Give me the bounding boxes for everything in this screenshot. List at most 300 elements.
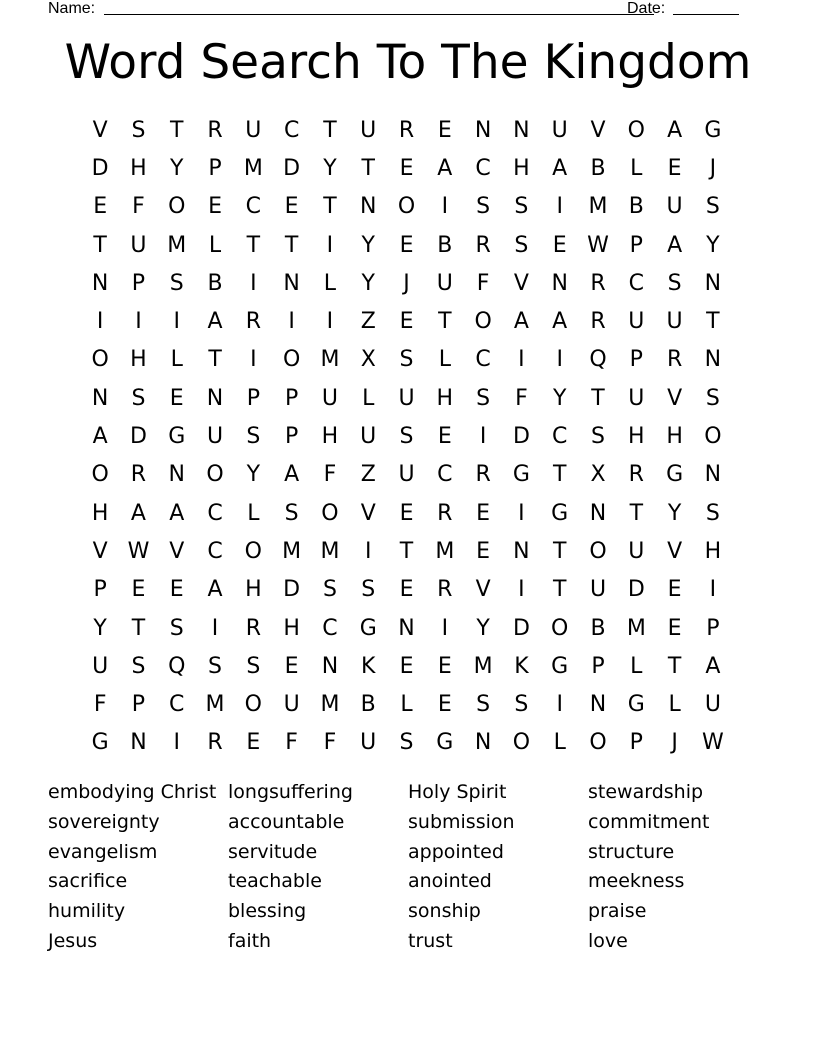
grid-letter[interactable]: U — [628, 309, 645, 335]
grid-letter[interactable]: V — [169, 538, 185, 564]
grid-letter[interactable]: E — [208, 194, 222, 220]
grid-letter[interactable]: P — [629, 347, 643, 373]
grid-letter[interactable]: P — [629, 232, 643, 258]
grid-letter[interactable]: H — [704, 538, 722, 564]
grid-letter[interactable]: W — [702, 730, 724, 756]
grid-letter[interactable]: Y — [476, 615, 490, 641]
grid-letter[interactable]: N — [551, 270, 568, 296]
grid-letter[interactable]: P — [131, 692, 146, 718]
grid-letter[interactable]: T — [93, 232, 107, 258]
grid-letter[interactable]: C — [475, 347, 491, 373]
grid-letter[interactable]: D — [512, 615, 530, 641]
grid-letter[interactable]: U — [360, 424, 377, 450]
grid-letter[interactable]: V — [360, 500, 376, 526]
grid-letter[interactable]: T — [706, 309, 720, 335]
grid-letter[interactable]: D — [91, 155, 109, 181]
grid-letter[interactable]: E — [667, 615, 682, 641]
grid-letter[interactable]: N — [589, 692, 607, 718]
grid-letter[interactable]: N — [206, 385, 224, 411]
grid-letter[interactable]: S — [322, 577, 337, 603]
grid-letter[interactable]: E — [476, 538, 491, 564]
grid-letter[interactable]: S — [514, 194, 529, 220]
grid-letter[interactable]: S — [514, 692, 529, 718]
grid-letter[interactable]: E — [667, 577, 682, 603]
grid-letter[interactable]: A — [207, 577, 223, 603]
grid-letter[interactable]: I — [518, 500, 525, 526]
grid-letter[interactable]: Y — [706, 232, 720, 258]
grid-letter[interactable]: G — [91, 730, 109, 756]
grid-letter[interactable]: G — [512, 462, 530, 488]
grid-letter[interactable]: O — [589, 730, 607, 756]
grid-letter[interactable]: O — [512, 730, 531, 756]
grid-letter[interactable]: E — [437, 692, 452, 718]
grid-letter[interactable]: T — [552, 538, 567, 564]
grid-letter[interactable]: C — [245, 194, 262, 220]
grid-letter[interactable]: O — [91, 462, 109, 488]
grid-letter[interactable]: S — [476, 385, 491, 411]
grid-letter[interactable]: M — [473, 653, 493, 679]
grid-letter[interactable]: R — [475, 462, 491, 488]
grid-letter[interactable]: F — [323, 462, 337, 488]
grid-letter[interactable]: N — [398, 615, 415, 641]
grid-letter[interactable]: N — [704, 270, 722, 296]
grid-letter[interactable]: E — [399, 577, 414, 603]
grid-letter[interactable]: E — [399, 232, 414, 258]
grid-letter[interactable]: L — [630, 653, 643, 679]
grid-letter[interactable]: I — [479, 424, 487, 450]
grid-letter[interactable]: P — [131, 270, 146, 296]
grid-letter[interactable]: B — [590, 155, 606, 181]
grid-letter[interactable]: Z — [360, 309, 376, 335]
grid-letter[interactable]: V — [667, 385, 683, 411]
grid-letter[interactable]: I — [96, 309, 104, 335]
grid-letter[interactable]: O — [91, 347, 109, 373]
grid-letter[interactable]: I — [441, 615, 449, 641]
grid-letter[interactable]: I — [364, 538, 372, 564]
grid-letter[interactable]: M — [588, 194, 608, 220]
grid-letter[interactable]: U — [666, 309, 683, 335]
grid-letter[interactable]: M — [282, 538, 302, 564]
grid-letter[interactable]: S — [476, 194, 491, 220]
grid-letter[interactable]: U — [398, 462, 415, 488]
word-list-item: blessing — [228, 900, 307, 923]
grid-letter[interactable]: Q — [589, 347, 607, 373]
grid-letter[interactable]: C — [628, 270, 644, 296]
grid-letter[interactable]: E — [399, 500, 414, 526]
grid-letter[interactable]: S — [131, 653, 146, 679]
grid-letter[interactable]: L — [668, 692, 681, 718]
grid-letter[interactable]: C — [475, 155, 491, 181]
grid-letter[interactable]: L — [247, 500, 260, 526]
grid-letter[interactable]: M — [243, 155, 263, 181]
grid-letter[interactable]: A — [207, 309, 223, 335]
grid-letter[interactable]: I — [250, 347, 257, 373]
grid-letter[interactable]: I — [441, 194, 449, 220]
grid-letter[interactable]: R — [398, 117, 415, 143]
grid-letter[interactable]: F — [515, 385, 528, 411]
grid-letter[interactable]: I — [556, 692, 563, 718]
grid-letter[interactable]: C — [207, 500, 223, 526]
grid-letter[interactable]: O — [206, 462, 224, 488]
word-list-item: praise — [588, 900, 647, 923]
grid-letter[interactable]: P — [208, 155, 222, 181]
grid-letter[interactable]: S — [131, 117, 146, 143]
grid-letter[interactable]: S — [705, 385, 720, 411]
grid-letter[interactable]: O — [168, 194, 186, 220]
grid-letter[interactable]: F — [476, 270, 490, 296]
grid-letter[interactable]: N — [91, 270, 109, 296]
grid-letter[interactable]: S — [705, 194, 720, 220]
grid-letter[interactable]: E — [437, 653, 452, 679]
grid-letter[interactable]: U — [628, 538, 645, 564]
grid-letter[interactable]: J — [709, 155, 717, 181]
grid-letter[interactable]: S — [246, 424, 261, 450]
grid-letter[interactable]: M — [626, 615, 646, 641]
grid-letter[interactable]: N — [359, 194, 377, 220]
grid-letter[interactable]: N — [321, 653, 339, 679]
grid-letter[interactable]: T — [591, 385, 605, 411]
grid-letter[interactable]: P — [629, 730, 643, 756]
grid-letter[interactable]: L — [362, 385, 375, 411]
grid-letter[interactable]: O — [244, 692, 262, 718]
grid-letter[interactable]: S — [399, 730, 414, 756]
grid-letter[interactable]: E — [284, 194, 299, 220]
grid-letter[interactable]: V — [475, 577, 491, 603]
grid-letter[interactable]: U — [436, 270, 453, 296]
grid-letter[interactable]: R — [628, 462, 644, 488]
grid-letter[interactable]: E — [476, 500, 491, 526]
grid-letter[interactable]: T — [208, 347, 222, 373]
grid-letter[interactable]: N — [168, 462, 185, 488]
grid-letter[interactable]: S — [476, 692, 491, 718]
grid-letter[interactable]: O — [244, 538, 262, 564]
grid-letter[interactable]: E — [437, 117, 452, 143]
grid-letter[interactable]: Y — [323, 155, 337, 181]
word-list-item: love — [588, 929, 628, 952]
grid-letter[interactable]: O — [627, 117, 645, 143]
word-list — [48, 778, 768, 957]
grid-letter[interactable]: L — [323, 270, 337, 296]
grid-letter[interactable]: S — [169, 270, 184, 296]
word-list-item: sacrifice — [48, 870, 128, 893]
grid-letter[interactable]: L — [208, 232, 222, 258]
grid-letter[interactable]: T — [399, 538, 414, 564]
grid-letter[interactable]: S — [514, 232, 529, 258]
grid-letter[interactable]: O — [589, 538, 607, 564]
grid-letter[interactable]: S — [208, 653, 223, 679]
grid-letter[interactable]: N — [283, 270, 300, 296]
grid-letter[interactable]: I — [250, 270, 257, 296]
grid-letter[interactable]: S — [246, 653, 261, 679]
grid-letter[interactable]: G — [359, 615, 377, 641]
name-blank-line[interactable] — [104, 14, 654, 15]
grid-letter[interactable]: Y — [667, 500, 682, 526]
grid-letter[interactable]: H — [245, 577, 262, 603]
grid-letter[interactable]: C — [169, 692, 185, 718]
grid-letter[interactable]: V — [92, 538, 108, 564]
grid-letter[interactable]: R — [130, 462, 147, 488]
grid-letter[interactable]: U — [321, 385, 338, 411]
grid-letter[interactable]: G — [551, 500, 569, 526]
grid-letter[interactable]: G — [704, 117, 722, 143]
grid-letter[interactable]: T — [131, 615, 146, 641]
grid-letter[interactable]: W — [587, 232, 609, 258]
grid-letter[interactable]: S — [284, 500, 299, 526]
grid-letter[interactable]: S — [399, 424, 414, 450]
grid-letter[interactable]: M — [167, 232, 187, 258]
grid-letter[interactable]: U — [360, 117, 377, 143]
grid-letter[interactable]: D — [627, 577, 645, 603]
grid-letter[interactable]: U — [360, 730, 377, 756]
grid-letter[interactable]: D — [512, 424, 530, 450]
grid-letter[interactable]: T — [246, 232, 261, 258]
grid-letter[interactable]: H — [666, 424, 683, 450]
grid-letter[interactable]: N — [513, 538, 530, 564]
grid-letter[interactable]: A — [552, 155, 568, 181]
grid-letter[interactable]: T — [361, 155, 375, 181]
grid-letter[interactable]: H — [436, 385, 454, 411]
grid-letter[interactable]: U — [283, 692, 300, 718]
grid-letter[interactable]: U — [666, 194, 683, 220]
grid-letter[interactable]: T — [667, 653, 682, 679]
grid-letter[interactable]: Y — [361, 232, 375, 258]
grid-letter[interactable]: H — [130, 155, 147, 181]
grid-letter[interactable]: R — [245, 615, 261, 641]
grid-letter[interactable]: I — [326, 232, 334, 258]
grid-letter[interactable]: E — [437, 424, 452, 450]
grid-letter[interactable]: Y — [361, 270, 375, 296]
grid-letter[interactable]: N — [474, 730, 492, 756]
grid-letter[interactable]: E — [169, 385, 184, 411]
grid-letter[interactable]: Y — [170, 155, 184, 181]
grid-letter[interactable]: U — [589, 577, 607, 603]
grid-letter[interactable]: M — [435, 538, 455, 564]
grid-letter[interactable]: E — [246, 730, 261, 756]
grid-letter[interactable]: R — [207, 730, 223, 756]
grid-letter[interactable]: T — [323, 117, 337, 143]
grid-letter[interactable]: C — [552, 424, 568, 450]
grid-letter[interactable]: J — [403, 270, 410, 296]
grid-letter[interactable]: P — [591, 653, 605, 679]
word-list-item: sonship — [408, 900, 481, 923]
grid-letter[interactable]: I — [556, 347, 563, 373]
grid-letter[interactable]: A — [284, 462, 300, 488]
grid-letter[interactable]: O — [474, 309, 492, 335]
grid-letter[interactable]: F — [93, 692, 107, 718]
grid-letter[interactable]: S — [169, 615, 184, 641]
grid-letter[interactable]: V — [92, 117, 108, 143]
grid-letter[interactable]: U — [398, 385, 415, 411]
grid-letter[interactable]: U — [130, 232, 147, 258]
grid-letter[interactable]: S — [399, 347, 414, 373]
grid-letter[interactable]: N — [91, 385, 109, 411]
grid-letter[interactable]: I — [709, 577, 717, 603]
grid-letter[interactable]: J — [671, 730, 678, 756]
grid-letter[interactable]: P — [284, 424, 299, 450]
grid-letter[interactable]: O — [321, 500, 339, 526]
grid-letter[interactable]: H — [513, 155, 530, 181]
grid-letter[interactable]: F — [132, 194, 145, 220]
grid-letter[interactable]: K — [514, 653, 529, 679]
grid-letter[interactable]: O — [551, 615, 569, 641]
grid-letter[interactable]: G — [436, 730, 454, 756]
grid-letter[interactable]: P — [284, 385, 299, 411]
grid-letter[interactable]: G — [666, 462, 684, 488]
grid-letter[interactable]: T — [323, 194, 337, 220]
grid-letter[interactable]: Y — [93, 615, 107, 641]
grid-letter[interactable]: R — [475, 232, 491, 258]
grid-letter[interactable]: C — [283, 117, 300, 143]
grid-letter[interactable]: R — [590, 309, 606, 335]
grid-letter[interactable]: G — [627, 692, 645, 718]
grid-letter[interactable]: T — [284, 232, 299, 258]
grid-letter[interactable]: R — [437, 577, 453, 603]
grid-letter[interactable]: T — [170, 117, 184, 143]
grid-letter[interactable]: S — [131, 385, 146, 411]
grid-letter[interactable]: T — [438, 309, 452, 335]
word-list-item: embodying Christ — [48, 781, 217, 803]
grid-letter[interactable]: Y — [552, 385, 567, 411]
grid-letter[interactable]: E — [552, 232, 567, 258]
grid-letter[interactable]: N — [513, 117, 530, 143]
page-title: Word Search To The Kingdom — [64, 35, 752, 90]
grid-letter[interactable]: R — [207, 117, 223, 143]
grid-letter[interactable]: B — [360, 692, 376, 718]
grid-letter[interactable]: H — [91, 500, 109, 526]
grid-letter[interactable]: D — [283, 155, 301, 181]
grid-letter[interactable]: N — [589, 500, 607, 526]
grid-letter[interactable]: H — [130, 347, 147, 373]
grid-letter[interactable]: A — [169, 500, 185, 526]
word-list-item: anointed — [408, 870, 492, 893]
grid-letter[interactable]: N — [704, 347, 722, 373]
grid-letter[interactable]: M — [320, 692, 340, 718]
grid-letter[interactable]: S — [667, 270, 682, 296]
grid-letter[interactable]: I — [326, 309, 334, 335]
grid-letter[interactable]: V — [590, 117, 606, 143]
grid-letter[interactable]: P — [706, 615, 720, 641]
grid-letter[interactable]: I — [288, 309, 295, 335]
date-blank-line[interactable] — [673, 14, 739, 15]
grid-letter[interactable]: E — [284, 653, 299, 679]
grid-letter[interactable]: C — [322, 615, 338, 641]
grid-letter[interactable]: C — [437, 462, 453, 488]
grid-letter[interactable]: F — [323, 730, 337, 756]
grid-letter[interactable]: A — [667, 117, 683, 143]
grid-letter[interactable]: E — [131, 577, 146, 603]
grid-letter[interactable]: Q — [168, 653, 186, 679]
grid-letter[interactable]: R — [590, 270, 606, 296]
grid-letter[interactable]: R — [245, 309, 261, 335]
grid-letter[interactable]: E — [399, 155, 414, 181]
grid-letter[interactable]: I — [556, 194, 563, 220]
grid-letter[interactable]: U — [92, 653, 109, 679]
grid-letter[interactable]: K — [361, 653, 376, 679]
grid-letter[interactable]: U — [704, 692, 721, 718]
grid-letter[interactable]: F — [285, 730, 298, 756]
grid-letter[interactable]: E — [399, 309, 414, 335]
grid-letter[interactable]: V — [513, 270, 529, 296]
grid-letter[interactable]: E — [667, 155, 682, 181]
grid-letter[interactable]: M — [205, 692, 225, 718]
grid-letter[interactable]: I — [173, 309, 180, 335]
grid-letter[interactable]: P — [93, 577, 107, 603]
grid-letter[interactable]: E — [169, 577, 184, 603]
grid-letter[interactable]: X — [360, 347, 376, 373]
grid-letter[interactable]: A — [667, 232, 683, 258]
grid-letter[interactable]: M — [320, 347, 340, 373]
grid-letter[interactable]: I — [518, 577, 525, 603]
grid-letter[interactable]: S — [705, 500, 720, 526]
grid-letter[interactable]: I — [173, 730, 180, 756]
grid-letter[interactable]: C — [207, 538, 223, 564]
grid-letter[interactable]: U — [628, 385, 645, 411]
grid-letter[interactable]: V — [667, 538, 683, 564]
grid-letter[interactable]: H — [283, 615, 300, 641]
grid-letter[interactable]: N — [704, 462, 722, 488]
grid-letter[interactable]: B — [590, 615, 606, 641]
grid-letter[interactable]: U — [245, 117, 262, 143]
grid-letter[interactable]: A — [92, 424, 108, 450]
grid-letter[interactable]: M — [320, 538, 340, 564]
grid-letter[interactable]: O — [282, 347, 301, 373]
grid-letter[interactable]: L — [170, 347, 183, 373]
grid-letter[interactable]: A — [552, 309, 568, 335]
grid-letter[interactable]: N — [474, 117, 492, 143]
grid-letter[interactable]: T — [552, 462, 567, 488]
grid-letter[interactable]: S — [361, 577, 376, 603]
grid-letter[interactable]: A — [705, 653, 721, 679]
grid-letter[interactable]: L — [553, 730, 566, 756]
grid-letter[interactable]: A — [130, 500, 146, 526]
grid-letter[interactable]: U — [551, 117, 568, 143]
grid-letter[interactable]: R — [666, 347, 683, 373]
grid-letter[interactable]: Y — [246, 462, 261, 488]
grid-letter[interactable]: D — [129, 424, 147, 450]
grid-letter[interactable]: E — [93, 194, 108, 220]
grid-letter[interactable]: U — [206, 424, 224, 450]
grid-letter[interactable]: N — [130, 730, 147, 756]
grid-letter[interactable]: H — [628, 424, 645, 450]
grid-letter[interactable]: R — [437, 500, 453, 526]
grid-letter[interactable]: D — [283, 577, 301, 603]
grid-letter[interactable]: E — [399, 653, 414, 679]
grid-letter[interactable]: H — [321, 424, 339, 450]
grid-letter[interactable]: B — [207, 270, 223, 296]
grid-letter[interactable]: I — [135, 309, 142, 335]
grid-letter[interactable]: O — [397, 194, 416, 220]
grid-letter[interactable]: Z — [360, 462, 376, 488]
grid-letter[interactable]: G — [551, 653, 569, 679]
grid-letter[interactable]: O — [704, 424, 722, 450]
grid-letter[interactable]: G — [168, 424, 186, 450]
grid-letter[interactable]: B — [437, 232, 453, 258]
grid-letter[interactable]: L — [400, 692, 413, 718]
grid-letter[interactable]: A — [513, 309, 529, 335]
grid-letter[interactable]: A — [437, 155, 453, 181]
grid-letter[interactable]: P — [246, 385, 260, 411]
grid-letter[interactable]: T — [552, 577, 567, 603]
grid-letter[interactable]: B — [628, 194, 644, 220]
grid-letter[interactable]: L — [630, 155, 643, 181]
grid-letter[interactable]: W — [127, 538, 150, 564]
grid-letter[interactable]: S — [591, 424, 605, 450]
grid-letter[interactable]: I — [211, 615, 219, 641]
grid-letter[interactable]: T — [629, 500, 644, 526]
grid-letter[interactable]: X — [590, 462, 606, 488]
grid-letter[interactable]: I — [518, 347, 525, 373]
grid-letter[interactable]: L — [438, 347, 451, 373]
